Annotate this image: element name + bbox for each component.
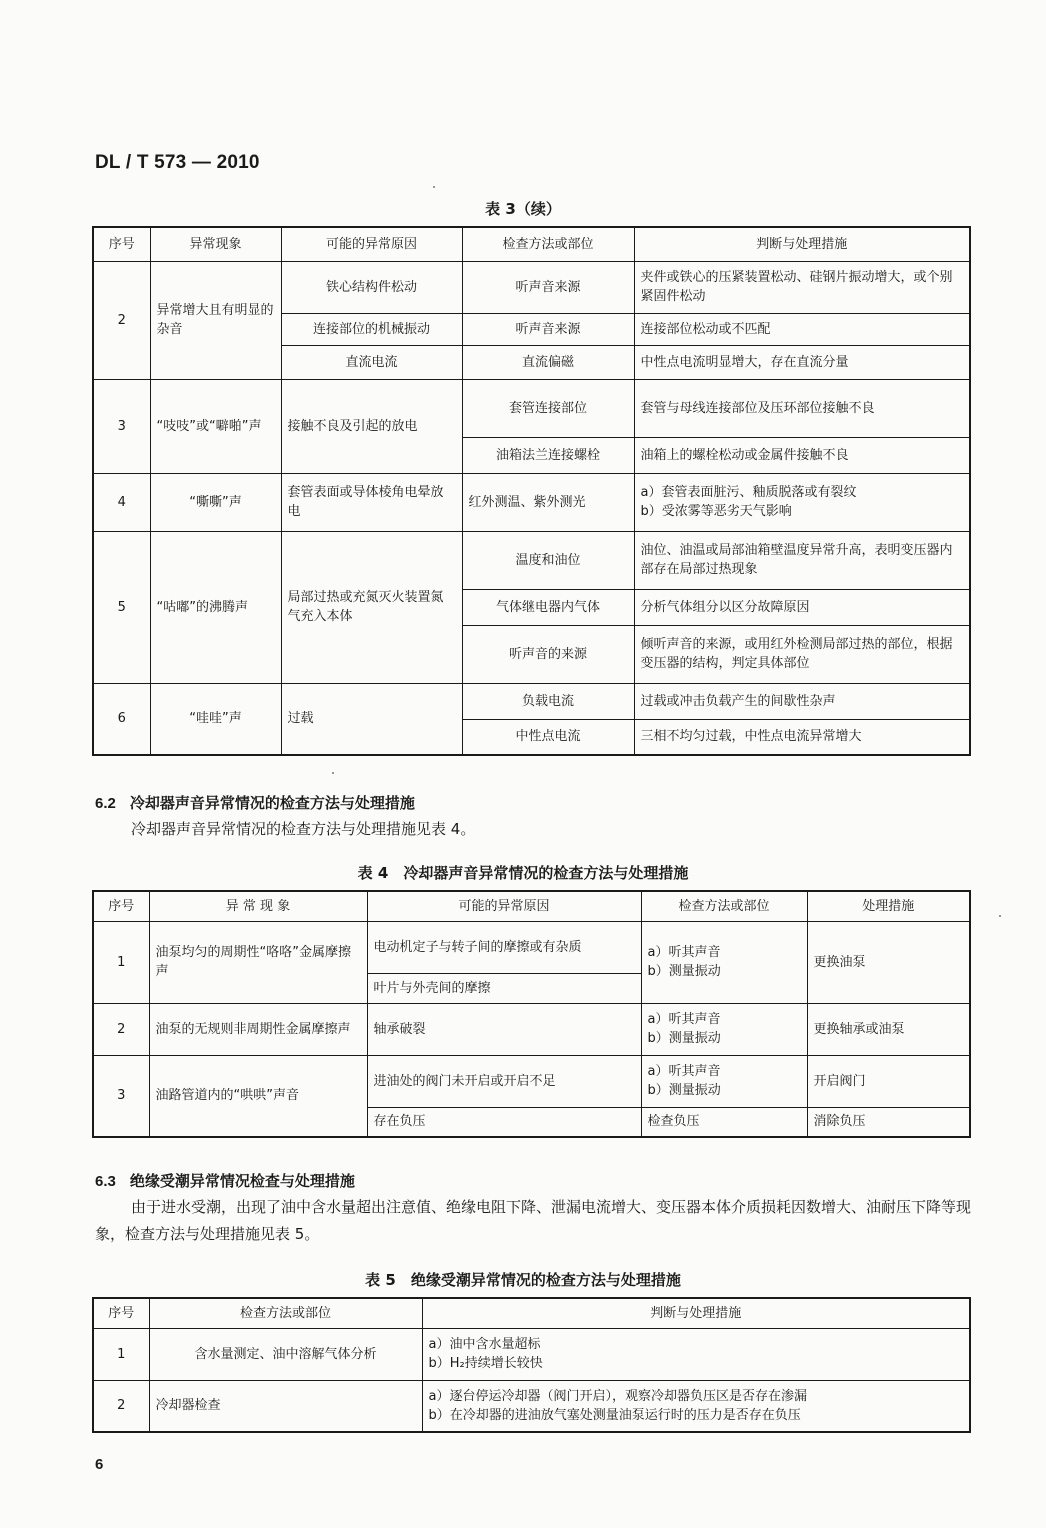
table-row [93, 1003, 970, 1055]
method-line: b）测量振动 [647, 1083, 721, 1098]
phenomenon-cell: “哇哇”声 [150, 683, 281, 755]
header-cell: 可能的异常原因 [281, 227, 462, 261]
row-number: 2 [93, 1380, 149, 1432]
action-cell [422, 1328, 970, 1380]
action-cell: 开启阀门 [807, 1055, 970, 1107]
row-number: 2 [93, 1003, 149, 1055]
row-number: 3 [93, 379, 150, 473]
method-line: a）听其声音 [647, 1012, 721, 1027]
method-cell: 冷却器检查 [149, 1380, 422, 1432]
section-6-2-text: 冷却器声音异常情况的检查方法与处理措施见表 4。 [131, 820, 476, 838]
phenomenon-cell: 油泵的无规则非周期性金属摩擦声 [149, 1003, 367, 1055]
section-6-3-heading [95, 1170, 355, 1191]
scan-speck [433, 186, 435, 188]
header-cell: 处理措施 [807, 891, 970, 921]
section-number: 6.3 [95, 1173, 116, 1190]
header-cell: 检查方法或部位 [641, 891, 807, 921]
table4 [92, 890, 971, 1138]
method-cell: 听声音来源 [462, 313, 634, 345]
method-cell: 听声音来源 [462, 261, 634, 313]
action-cell: 分析气体组分以区分故障原因 [634, 589, 970, 625]
action-line: a）油中含水量超标 [428, 1337, 541, 1352]
header-cell: 检查方法或部位 [149, 1298, 422, 1328]
method-cell: 套管连接部位 [462, 379, 634, 437]
table-row [93, 1055, 970, 1107]
page-number: 6 [95, 1456, 104, 1473]
phenomenon-cell: “咕嘟”的沸腾声 [150, 531, 281, 683]
table3 [92, 226, 971, 756]
method-line: a）听其声音 [647, 1064, 721, 1079]
action-cell: 三相不均匀过载，中性点电流异常增大 [634, 719, 970, 755]
action-cell [422, 1380, 970, 1432]
cause-cell: 电动机定子与转子间的摩擦或有杂质 [367, 921, 641, 973]
cause-cell: 接触不良及引起的放电 [281, 379, 462, 473]
table4-caption: 表 4 冷却器声音异常情况的检查方法与处理措施 [357, 864, 689, 882]
method-cell: 听声音的来源 [462, 625, 634, 683]
table5-caption: 表 5 绝缘受潮异常情况的检查方法与处理措施 [365, 1271, 681, 1289]
section-number: 6.2 [95, 795, 116, 812]
section-title: 冷却器声音异常情况的检查方法与处理措施 [129, 794, 415, 812]
row-number: 4 [93, 473, 150, 531]
method-line: b）测量振动 [647, 964, 721, 979]
header-cell: 序号 [93, 1298, 149, 1328]
action-cell [634, 473, 970, 531]
method-line: a）听其声音 [647, 945, 721, 960]
row-number: 1 [93, 921, 149, 1003]
method-cell [641, 1003, 807, 1055]
header-cell: 序号 [93, 227, 150, 261]
phenomenon-cell: 异常增大且有明显的杂音 [150, 261, 281, 379]
cause-cell: 直流电流 [281, 345, 462, 379]
action-cell: 油位、油温或局部油箱壁温度异常升高，表明变压器内部存在局部过热现象 [634, 531, 970, 589]
action-cell: 过载或冲击负载产生的间歇性杂声 [634, 683, 970, 719]
cause-cell: 叶片与外壳间的摩擦 [367, 973, 641, 1003]
table-header-row [93, 227, 970, 261]
cause-cell: 存在负压 [367, 1107, 641, 1137]
header-cell: 判断与处理措施 [634, 227, 970, 261]
header-cell: 序号 [93, 891, 149, 921]
method-cell [641, 1055, 807, 1107]
phenomenon-cell: 油泵均匀的周期性“咯咯”金属摩擦声 [149, 921, 367, 1003]
phenomenon-cell: “吱吱”或“噼啪”声 [150, 379, 281, 473]
action-cell: 倾听声音的来源，或用红外检测局部过热的部位，根据变压器的结构，判定具体部位 [634, 625, 970, 683]
action-cell: 消除负压 [807, 1107, 970, 1137]
action-cell: 油箱上的螺栓松动或金属件接触不良 [634, 437, 970, 473]
action-line: b）受浓雾等恶劣天气影响 [640, 504, 792, 519]
row-number: 5 [93, 531, 150, 683]
cause-cell: 轴承破裂 [367, 1003, 641, 1055]
header-cell: 异常现象 [150, 227, 281, 261]
table3-caption: 表 3（续） [485, 200, 561, 218]
cause-cell: 套管表面或导体棱角电晕放电 [281, 473, 462, 531]
scan-speck [999, 915, 1001, 917]
cause-cell: 进油处的阀门未开启或开启不足 [367, 1055, 641, 1107]
method-cell: 检查负压 [641, 1107, 807, 1137]
table-row [93, 921, 970, 973]
action-cell: 更换轴承或油泵 [807, 1003, 970, 1055]
action-line: b）在冷却器的进油放气塞处测量油泵运行时的压力是否存在负压 [428, 1407, 801, 1423]
table-row [93, 379, 970, 437]
method-cell [641, 921, 807, 1003]
table-row [93, 683, 970, 719]
header-cell: 检查方法或部位 [462, 227, 634, 261]
table-header-row [93, 1298, 970, 1328]
cause-cell: 局部过热或充氮灭火装置氮气充入本体 [281, 531, 462, 683]
method-line: b）测量振动 [647, 1031, 721, 1046]
method-cell: 含水量测定、油中溶解气体分析 [149, 1328, 422, 1380]
action-cell: 更换油泵 [807, 921, 970, 1003]
header-cell: 可能的异常原因 [367, 891, 641, 921]
method-cell: 气体继电器内气体 [462, 589, 634, 625]
phenomenon-cell: “嘶嘶”声 [150, 473, 281, 531]
row-number: 2 [93, 261, 150, 379]
cause-cell: 铁心结构件松动 [281, 261, 462, 313]
section-6-3-text: 由于进水受潮，出现了油中含水量超出注意值、绝缘电阻下降、泄漏电流增大、变压器本体介质损耗因数增大、油耐压下降等现象，检查方法与处理措施见表 5。 [95, 1198, 972, 1243]
phenomenon-cell: 油路管道内的“哄哄”声音 [149, 1055, 367, 1137]
table-row [93, 1328, 970, 1380]
method-cell: 油箱法兰连接螺栓 [462, 437, 634, 473]
cause-cell: 过载 [281, 683, 462, 755]
row-number: 1 [93, 1328, 149, 1380]
row-number: 6 [93, 683, 150, 755]
action-cell: 中性点电流明显增大，存在直流分量 [634, 345, 970, 379]
row-number: 3 [93, 1055, 149, 1137]
action-line: b）H₂持续增长较快 [428, 1356, 543, 1371]
table-row [93, 1380, 970, 1432]
header-cell: 异 常 现 象 [149, 891, 367, 921]
table5 [92, 1297, 971, 1433]
action-line: a）套管表面脏污、釉质脱落或有裂纹 [640, 485, 857, 500]
method-cell: 负载电流 [462, 683, 634, 719]
table-row [93, 473, 970, 531]
section-6-2-heading [95, 792, 415, 813]
table-row [93, 531, 970, 589]
standard-code: DL / T 573 — 2010 [95, 152, 260, 173]
cause-cell: 连接部位的机械振动 [281, 313, 462, 345]
header-cell: 判断与处理措施 [422, 1298, 970, 1328]
method-cell: 温度和油位 [462, 531, 634, 589]
method-cell: 红外测温、紫外测光 [462, 473, 634, 531]
scan-speck [332, 772, 334, 774]
table-row [93, 261, 970, 313]
table-header-row [93, 891, 970, 921]
method-cell: 直流偏磁 [462, 345, 634, 379]
action-cell: 套管与母线连接部位及压环部位接触不良 [634, 379, 970, 437]
action-line: a）逐台停运冷却器（阀门开启），观察冷却器负压区是否存在渗漏 [428, 1388, 807, 1404]
method-cell: 中性点电流 [462, 719, 634, 755]
section-title: 绝缘受潮异常情况检查与处理措施 [129, 1172, 355, 1190]
action-cell: 夹件或铁心的压紧装置松动、硅钢片振动增大，或个别紧固件松动 [634, 261, 970, 313]
action-cell: 连接部位松动或不匹配 [634, 313, 970, 345]
